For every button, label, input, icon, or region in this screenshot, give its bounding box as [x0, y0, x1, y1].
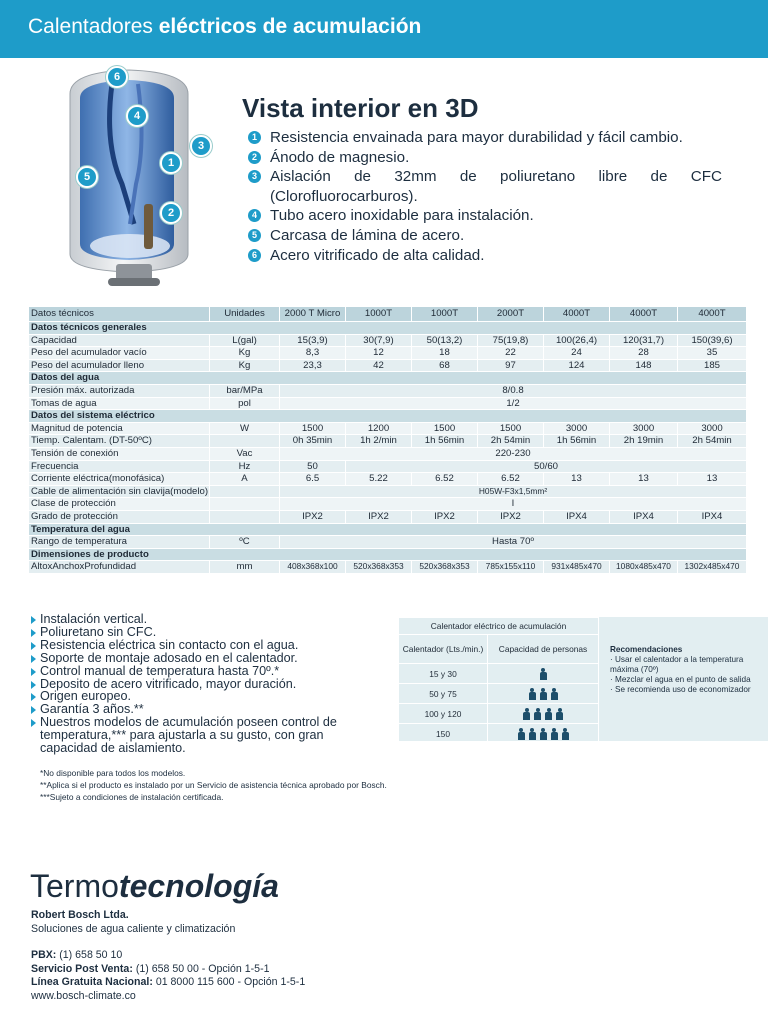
feature-number: 4	[248, 209, 261, 222]
highlight-item: Resistencia eléctrica sin contacto con el agua.	[30, 639, 350, 652]
spec-row-unit: bar/MPa	[210, 384, 280, 397]
spec-row-unit: Kg	[210, 347, 280, 360]
callout-badge-4: 4	[126, 105, 148, 127]
person-icon	[540, 668, 547, 680]
spec-value-cell: 28	[610, 347, 678, 360]
spec-section-label: Temperatura del agua	[29, 523, 747, 536]
spec-row-label: Corriente eléctrica(monofásica)	[29, 473, 210, 486]
spec-value-cell: 68	[412, 359, 478, 372]
capacity-row	[399, 664, 599, 684]
spec-row-unit: Hz	[210, 460, 280, 473]
spec-section-label: Datos técnicos generales	[29, 322, 747, 335]
spec-section-row	[29, 548, 747, 561]
spec-value-cell: 3000	[544, 422, 610, 435]
capacity-row	[399, 684, 599, 704]
spec-value-cell: 12	[346, 347, 412, 360]
spec-section-row	[29, 372, 747, 385]
technical-specs-table	[28, 306, 747, 574]
footnote: *No disponible para todos los modelos.	[40, 768, 186, 778]
feature-item: 6 Acero vitrificado de alta calidad.	[248, 246, 722, 266]
water-heater-illustration	[64, 64, 205, 294]
spec-value-cell: IPX2	[280, 510, 346, 523]
highlight-item: Nuestros modelos de acumulación poseen control de temperatura,*** para ajustarla a su gusto, con gran capacidad de aislamiento.	[30, 716, 350, 755]
callout-badge-2: 2	[160, 202, 182, 224]
feature-item: 2 Ánodo de magnesio.	[248, 148, 722, 168]
spec-row-label: Peso del acumulador lleno	[29, 359, 210, 372]
spec-value-cell: 1h 2/min	[346, 435, 412, 448]
spec-row	[29, 510, 747, 523]
spec-value-cell: 6.52	[412, 473, 478, 486]
spec-value-cell: IPX2	[412, 510, 478, 523]
feature-item: 4 Tubo acero inoxidable para instalación.	[248, 206, 722, 226]
person-icon	[562, 728, 569, 740]
capacity-row	[399, 724, 599, 744]
spec-value-cell: 8,3	[280, 347, 346, 360]
heater-size: 15 y 30	[399, 664, 488, 684]
spec-value-cell: 185	[678, 359, 747, 372]
spec-value-cell: 124	[544, 359, 610, 372]
spec-row-label: Tiemp. Calentam. (DT-50ºC)	[29, 435, 210, 448]
spec-row-label: Clase de protección	[29, 498, 210, 511]
recommendation-notes	[610, 645, 760, 695]
spec-section-row	[29, 322, 747, 335]
spec-row-unit: Vac	[210, 447, 280, 460]
spec-value-cell: 50	[280, 460, 346, 473]
spec-row-unit	[210, 498, 280, 511]
spec-span-value: 50/60	[346, 460, 747, 473]
spec-span-value: 8/0.8	[280, 384, 747, 397]
spec-span-value: 220-230	[280, 447, 747, 460]
spec-span-value: H05W-F3x1,5mm²	[280, 485, 747, 498]
spec-value-cell: IPX4	[610, 510, 678, 523]
header-bar	[0, 0, 768, 58]
spec-row-label: Magnitud de potencia	[29, 422, 210, 435]
pbx-number: (1) 658 50 10	[59, 949, 123, 961]
free-line-number: 01 8000 115 600 - Opción 1-5-1	[155, 976, 306, 988]
spec-header-cell: Unidades	[210, 307, 280, 322]
spec-value-cell: 1h 56min	[544, 435, 610, 448]
spec-row-label: Peso del acumulador vacío	[29, 347, 210, 360]
person-icon	[529, 728, 536, 740]
spec-span-value: 1/2	[280, 397, 747, 410]
spec-section-row	[29, 523, 747, 536]
spec-row	[29, 347, 747, 360]
person-icon	[529, 688, 536, 700]
spec-row-unit: L(gal)	[210, 334, 280, 347]
spec-value-cell: 2h 19min	[610, 435, 678, 448]
highlight-item: Poliuretano sin CFC.	[30, 626, 350, 639]
company-tagline: Soluciones de agua caliente y climatización	[31, 922, 236, 935]
capacity-row	[399, 704, 599, 724]
spec-row-label: Cable de alimentación sin clavija(modelo)	[29, 485, 210, 498]
recommendation-title: Recomendaciones	[610, 645, 683, 654]
spec-header-cell: Datos técnicos	[29, 307, 210, 322]
spec-value-cell: 2h 54min	[478, 435, 544, 448]
spec-value-cell: 42	[346, 359, 412, 372]
callout-badge-5: 5	[76, 166, 98, 188]
spec-row	[29, 536, 747, 549]
spec-row-unit: pol	[210, 397, 280, 410]
features-list	[248, 128, 722, 265]
service-number: (1) 658 50 00 - Opción 1-5-1	[135, 962, 270, 975]
spec-row-label: Rango de temperatura	[29, 536, 210, 549]
recommendation-note: · Usar el calentador a la temperatura máxima (70º)	[610, 655, 744, 674]
footnote: ***Sujeto a condiciones de instalación certificada.	[40, 792, 224, 802]
person-icon	[556, 708, 563, 720]
spec-header-cell: 2000 T Micro	[280, 307, 346, 322]
recommendation-note: · Mezclar el agua en el punto de salida	[610, 675, 751, 684]
company-info: Robert Bosch Ltda. Soluciones de agua caliente y climatización PBX: (1) 658 50 10 Servicio Post Venta: (1) 658 50 00 - Opción 1-5-1 Línea Gratuita Nacional: 01 8000 115 600 - Opción 1-5-1 www.bosch-climate.co	[31, 909, 306, 1002]
features-title: Vista interior en 3D	[242, 93, 479, 123]
spec-row	[29, 485, 747, 498]
heater-size: 50 y 75	[399, 684, 488, 704]
spec-value-cell: 1500	[412, 422, 478, 435]
spec-value-cell: 97	[478, 359, 544, 372]
spec-header-cell: 2000T	[478, 307, 544, 322]
spec-row	[29, 435, 747, 448]
spec-value-cell: 1500	[478, 422, 544, 435]
spec-value-cell: 6.52	[478, 473, 544, 486]
highlight-item: Soporte de montaje adosado en el calentador.	[30, 652, 350, 665]
person-icon	[534, 708, 541, 720]
spec-value-cell: 13	[678, 473, 747, 486]
spec-value-cell: 100(26,4)	[544, 334, 610, 347]
spec-row-unit: Kg	[210, 359, 280, 372]
spec-value-cell: 13	[610, 473, 678, 486]
spec-value-cell: IPX4	[544, 510, 610, 523]
spec-row	[29, 498, 747, 511]
spec-value-cell: 6.5	[280, 473, 346, 486]
feature-item: 3 Aislación de 32mm de poliuretano libre de CFC (Clorofluorocarburos).	[248, 167, 722, 206]
spec-value-cell: 3000	[610, 422, 678, 435]
recommendation-note: · Se recomienda uso de economizador	[610, 685, 751, 694]
feature-number: 6	[248, 249, 261, 262]
spec-row-unit: W	[210, 422, 280, 435]
spec-value-cell: 120(31,7)	[610, 334, 678, 347]
spec-span-value: Hasta 70º	[280, 536, 747, 549]
feature-item: 5 Carcasa de lámina de acero.	[248, 226, 722, 246]
spec-value-cell: IPX2	[478, 510, 544, 523]
people-icons	[488, 684, 599, 704]
spec-value-cell: 1080x485x470	[610, 561, 678, 574]
spec-row-unit	[210, 435, 280, 448]
capacity-col-people: Capacidad de personas	[488, 635, 599, 664]
feature-item: 1 Resistencia envainada para mayor durabilidad y fácil cambio.	[248, 128, 722, 148]
highlight-item: Garantía 3 años.**	[30, 703, 350, 716]
spec-value-cell: 1302x485x470	[678, 561, 747, 574]
person-icon	[545, 708, 552, 720]
spec-value-cell: 35	[678, 347, 747, 360]
spec-value-cell: 408x368x100	[280, 561, 346, 574]
spec-value-cell: 75(19,8)	[478, 334, 544, 347]
highlight-item: Control manual de temperatura hasta 70º.*	[30, 665, 350, 678]
spec-value-cell: 3000	[678, 422, 747, 435]
spec-value-cell: IPX4	[678, 510, 747, 523]
spec-row-label: Presión máx. autorizada	[29, 384, 210, 397]
spec-value-cell: 520x368x353	[412, 561, 478, 574]
people-icons	[488, 724, 599, 744]
spec-value-cell: 24	[544, 347, 610, 360]
spec-row	[29, 447, 747, 460]
spec-row-label: AltoxAnchoxProfundidad	[29, 561, 210, 574]
spec-row-label: Frecuencia	[29, 460, 210, 473]
spec-row-label: Grado de protección	[29, 510, 210, 523]
highlight-item: Instalación vertical.	[30, 613, 350, 626]
person-icon	[551, 688, 558, 700]
feature-number: 3	[248, 170, 261, 183]
spec-value-cell: 23,3	[280, 359, 346, 372]
website-link[interactable]: www.bosch-climate.co	[31, 989, 136, 1002]
spec-section-label: Datos del agua	[29, 372, 747, 385]
feature-number: 5	[248, 229, 261, 242]
spec-row-label: Tensión de conexión	[29, 447, 210, 460]
product-highlights	[30, 613, 350, 755]
recommendation-box	[398, 617, 768, 741]
spec-value-cell: 15(3,9)	[280, 334, 346, 347]
person-icon	[540, 688, 547, 700]
callout-badge-3: 3	[190, 135, 212, 157]
highlight-item: Deposito de acero vitrificado, mayor duración.	[30, 678, 350, 691]
spec-value-cell: 1200	[346, 422, 412, 435]
spec-value-cell: 150(39,6)	[678, 334, 747, 347]
heater-size: 150	[399, 724, 488, 744]
capacity-table-title: Calentador eléctrico de acumulación	[399, 618, 599, 635]
highlight-item: Origen europeo.	[30, 690, 350, 703]
spec-row-label: Tomas de agua	[29, 397, 210, 410]
capacity-col-heater: Calentador (Lts./min.)	[399, 635, 488, 664]
spec-row	[29, 384, 747, 397]
spec-row	[29, 359, 747, 372]
person-icon	[518, 728, 525, 740]
spec-value-cell: 148	[610, 359, 678, 372]
spec-value-cell: 931x485x470	[544, 561, 610, 574]
spec-section-label: Dimensiones de producto	[29, 548, 747, 561]
spec-row	[29, 460, 747, 473]
spec-header-cell: 4000T	[678, 307, 747, 322]
footnote: **Aplica si el producto es instalado por un Servicio de asistencia técnica aprobado por Bosch.	[40, 780, 387, 790]
spec-row	[29, 397, 747, 410]
spec-header-cell: 1000T	[346, 307, 412, 322]
spec-row-unit	[210, 485, 280, 498]
spec-value-cell: 0h 35min	[280, 435, 346, 448]
spec-section-row	[29, 410, 747, 423]
spec-value-cell: IPX2	[346, 510, 412, 523]
spec-value-cell: 50(13,2)	[412, 334, 478, 347]
spec-header-cell: 4000T	[610, 307, 678, 322]
spec-row-label: Capacidad	[29, 334, 210, 347]
spec-row	[29, 334, 747, 347]
brand-logo: Termotecnología	[30, 868, 279, 904]
spec-value-cell: 1500	[280, 422, 346, 435]
spec-row	[29, 473, 747, 486]
person-icon	[523, 708, 530, 720]
spec-value-cell: 5.22	[346, 473, 412, 486]
spec-header-row	[29, 307, 747, 322]
spec-row-unit: A	[210, 473, 280, 486]
feature-number: 1	[248, 131, 261, 144]
spec-span-value: I	[280, 498, 747, 511]
person-icon	[551, 728, 558, 740]
spec-value-cell: 520x368x353	[346, 561, 412, 574]
footnotes	[40, 767, 387, 803]
spec-header-cell: 4000T	[544, 307, 610, 322]
spec-value-cell: 1h 56min	[412, 435, 478, 448]
spec-row	[29, 561, 747, 574]
heater-size: 100 y 120	[399, 704, 488, 724]
callout-badge-1: 1	[160, 152, 182, 174]
spec-row-unit: ºC	[210, 536, 280, 549]
company-name: Robert Bosch Ltda.	[31, 909, 129, 921]
spec-row	[29, 422, 747, 435]
spec-section-label: Datos del sistema eléctrico	[29, 410, 747, 423]
person-icon	[540, 728, 547, 740]
feature-number: 2	[248, 151, 261, 164]
spec-header-cell: 1000T	[412, 307, 478, 322]
spec-value-cell: 30(7,9)	[346, 334, 412, 347]
spec-value-cell: 22	[478, 347, 544, 360]
spec-value-cell: 2h 54min	[678, 435, 747, 448]
spec-value-cell: 785x155x110	[478, 561, 544, 574]
spec-row-unit: mm	[210, 561, 280, 574]
callout-badge-6: 6	[106, 66, 128, 88]
spec-value-cell: 13	[544, 473, 610, 486]
spec-value-cell: 18	[412, 347, 478, 360]
people-icons	[488, 704, 599, 724]
people-icons	[488, 664, 599, 684]
spec-row-unit	[210, 510, 280, 523]
page-title: Calentadores eléctricos de acumulación	[28, 15, 422, 38]
capacity-table	[398, 617, 599, 744]
